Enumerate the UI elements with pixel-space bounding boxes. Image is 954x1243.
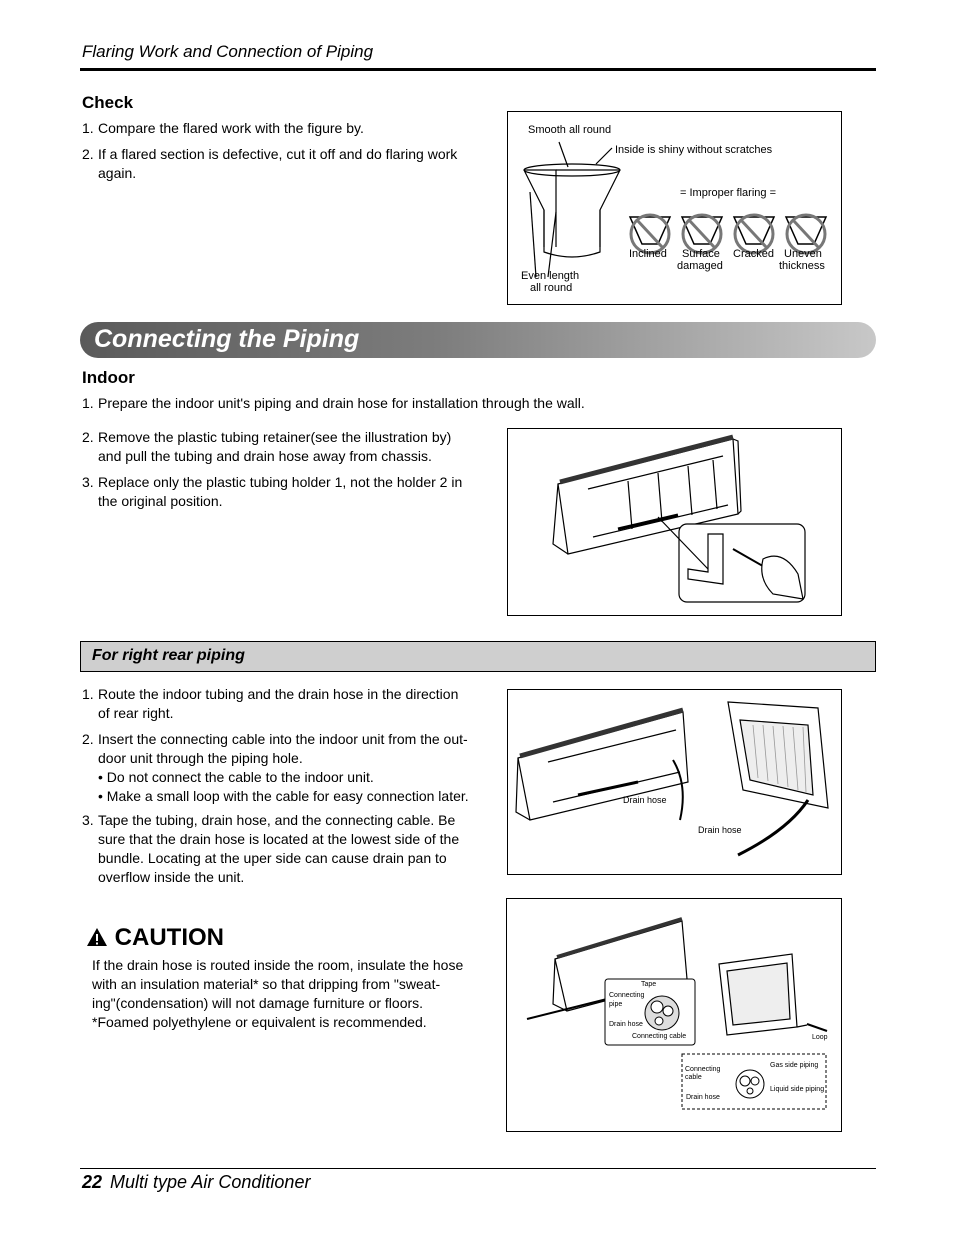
drain-label: Drain hose xyxy=(609,1021,643,1028)
outdoor-unit xyxy=(719,954,827,1035)
insulation-figure xyxy=(506,898,842,1132)
uneven-label: Uneven xyxy=(784,248,822,260)
loop-label: Loop xyxy=(812,1034,828,1041)
drain-hose-label-2: Drain hose xyxy=(698,825,742,835)
tubing-holder-inset xyxy=(658,517,805,602)
warning-triangle-icon xyxy=(86,926,108,954)
damaged-label: damaged xyxy=(677,260,723,272)
rear-step-1: 1. Route the indoor tubing and the drain hose in the direction of rear right. xyxy=(82,686,459,721)
indoor-unit-illustration xyxy=(508,429,841,615)
caution-title xyxy=(86,924,224,954)
thickness-label: thickness xyxy=(779,260,825,272)
right-rear-title: For right rear piping xyxy=(92,647,245,664)
check-step-1: 1. Compare the flared work with the figure by. xyxy=(82,120,364,136)
smooth-label: Smooth all round xyxy=(528,124,612,136)
improper-label: = Improper flaring = xyxy=(680,187,776,199)
shiny-label: Inside is shiny without scratches xyxy=(615,144,773,156)
cracked-label: Cracked xyxy=(733,248,774,260)
rear-step-2: 2. Insert the connecting cable into the indoor unit from the out- door unit through the piping hole. • Do not connect the cable to the indoor unit. • Make a small loop with the cable for easy connection later. xyxy=(82,731,469,804)
even-label-2: all round xyxy=(530,282,573,294)
rear-piping-figure xyxy=(507,689,842,875)
check-step-2: 2. If a flared section is defective, cut it off and do flaring work again. xyxy=(82,146,458,181)
pipe-label-1: Connecting xyxy=(609,992,645,999)
pipe-label-2: pipe xyxy=(609,1001,623,1008)
cable2-label-1: Connecting xyxy=(685,1066,721,1073)
surface-label: Surface xyxy=(682,248,720,260)
flared-pipe xyxy=(524,142,620,277)
flare-check-figure xyxy=(507,111,842,305)
rear-piping-illustration xyxy=(508,690,841,874)
check-heading: Check xyxy=(82,93,134,112)
even-label-1: Even length xyxy=(521,270,580,282)
insulation-illustration xyxy=(507,899,841,1131)
banner-title: Connecting the Piping xyxy=(94,325,360,353)
indoor-step-2: 2. Remove the plastic tubing retainer(see the illustration by) and pull the tubing and drain hose away from chassis. xyxy=(82,429,452,464)
tape-label: Tape xyxy=(641,981,657,988)
page-number: 22 xyxy=(82,1172,103,1192)
drain2-label: Drain hose xyxy=(686,1094,720,1101)
indoor-step-3: 3. Replace only the plastic tubing holder 1, not the holder 2 in the original position. xyxy=(82,474,463,509)
gas-label: Gas side piping xyxy=(770,1062,819,1069)
header-rule xyxy=(80,68,876,71)
section-header: Flaring Work and Connection of Piping xyxy=(82,42,374,61)
inclined-label: Inclined xyxy=(629,248,667,260)
liquid-label: Liquid side piping xyxy=(770,1086,825,1093)
cable2-label-2: cable xyxy=(685,1074,702,1081)
caution-text: CAUTION xyxy=(114,924,224,951)
indoor-heading: Indoor xyxy=(82,368,135,387)
cable-label: Connecting cable xyxy=(632,1033,687,1040)
flare-diagram xyxy=(508,112,841,304)
page-footer xyxy=(82,1172,310,1193)
indoor-unit-figure xyxy=(507,428,842,616)
connecting-piping-banner xyxy=(80,322,876,358)
footer-title: Multi type Air Conditioner xyxy=(110,1172,311,1192)
indoor-step-1: 1. Prepare the indoor unit's piping and drain hose for installation through the wall. xyxy=(82,395,585,411)
indoor-unit-back xyxy=(728,702,828,855)
drain-hose-label-1: Drain hose xyxy=(623,795,667,805)
rear-step-3: 3. Tape the tubing, drain hose, and the connecting cable. Be sure that the drain hose is located at the lowest side of the bundle. Locating at the uper side can cause drain pan to overflow inside the unit. xyxy=(82,812,460,885)
right-rear-piping-bar xyxy=(80,641,876,672)
footer-rule xyxy=(80,1168,876,1169)
caution-body: If the drain hose is routed inside the room, insulate the hose with an insulation material* so that dripping from "sweat- ing"(condensation) will not damage furniture or floors. *Foamed polyethylene or equivalent is recommended. xyxy=(92,957,464,1030)
